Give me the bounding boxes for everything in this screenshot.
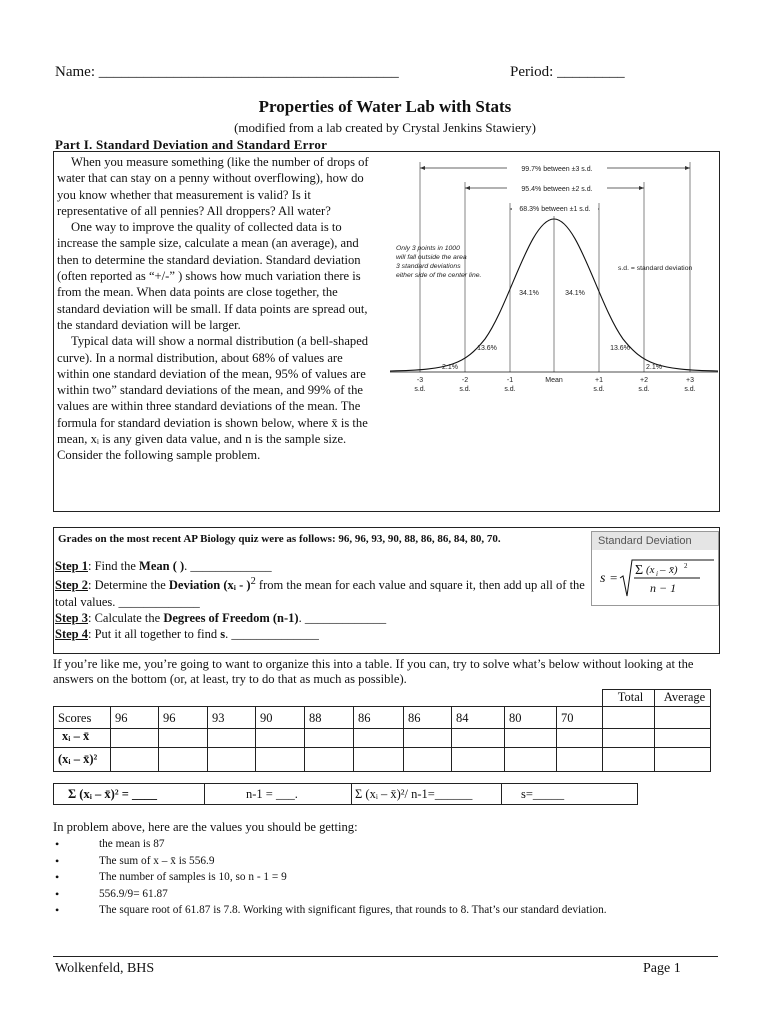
list-item: • The square root of 61.87 is 7.8. Working with significant figures, that rounds to 8. That’s our standard deviation. [53,904,607,921]
page-title: Properties of Water Lab with Stats [258,97,512,116]
pct-mid-right: 13.6% [610,345,630,352]
page-subtitle: (modified from a lab created by Crystal Jenkins Stawiery) [234,120,536,135]
list-item: • the mean is 87 [53,838,607,855]
intro-paragraph-2: One way to improve the quality of collected data is to increase the sample size, calculate a mean (an average), and then to determine the standard deviation. Standard deviation (often reported as “+/-” ) shows how much variation there is from the mean. When data points are close together, the standard deviation will be small. If data points are spread out, the standard deviation will be larger. [57,220,368,332]
intro-text [54,152,373,464]
sd-formula-title: Standard Deviation [592,532,718,550]
svg-text:Σ: Σ [635,563,644,578]
axis-plus3: +3 [686,377,694,384]
svg-text:x̄): x̄) [669,564,678,576]
step-2: Step 2: Determine the Deviation (xᵢ - )$^2$ from the mean for each value and square it, then add up all of the total values. _____________ [55,576,585,609]
step-1: Step 1: Find the Mean ( ). _____________ [55,559,272,573]
score-cell: 93 [208,707,256,729]
score-cell: 90 [256,707,305,729]
score-cell: 86 [404,707,452,729]
span1-label: 68.3% between ±1 s.d. [519,206,591,213]
svg-text:(x: (x [646,564,655,576]
pct-tail-right: 2.1% [646,364,662,371]
span3-label: 99.7% between ±3 s.d. [521,166,593,173]
deviation-squared-label: (xᵢ – x̄)² [54,748,111,772]
sample-problem-box [53,527,720,654]
axis-minus2: -2 [461,377,469,384]
s-cell: s=_____ [521,787,565,801]
footer-divider [53,956,718,957]
score-cell: 96 [159,707,208,729]
score-cell: 84 [452,707,505,729]
axis-minus1: -1 [506,377,514,384]
period-field-label: Period: _________ [510,64,625,80]
score-cell: 70 [557,707,603,729]
axis-mean: Mean [545,377,563,384]
list-item: • The sum of x – x̄ is 556.9 [53,855,607,872]
answers-intro: In problem above, here are the values you should be getting: [53,820,358,834]
svg-text:s.d.: s.d. [593,386,605,393]
svg-text:n − 1: n − 1 [650,581,677,595]
total-header: Total [603,690,655,707]
svg-text:i: i [656,570,658,578]
pct-tail-left: 2.1% [442,364,458,371]
svg-text:2: 2 [684,562,688,570]
scores-label: Scores [54,707,111,729]
svg-text:s.d.: s.d. [638,386,650,393]
intro-paragraph-1: When you measure something (like the number of drops of water that can stay on a penny without overflowing), how do you know whether that measurement is valid? Is it representative of all pennies? All droppers? All water? [57,155,369,218]
sd-formula-icon [592,552,718,604]
span2-label: 95.4% between ±2 s.d. [521,186,593,193]
organize-paragraph: If you’re like me, you’re going to want to organize this into a table. If you can, try to solve what’s below without looking at the answers on the bottom (or, at least, try to do that as much as possible). [53,657,694,686]
axis-plus1: +1 [595,377,603,384]
score-cell: 88 [305,707,354,729]
average-header: Average [655,690,711,707]
part1-box [53,151,720,512]
name-field-label: Name: ________________________________________ [55,64,399,80]
grades-line: Grades on the most recent AP Biology quiz were as follows: 96, 96, 93, 90, 88, 86, 86, 84, 80, 70. [58,533,501,545]
outside-note: Only 3 points in 1000 will fall outside the area 3 standard deviations either side of the center line. [396,245,482,279]
svg-text:s.d.: s.d. [459,386,471,393]
average-cell [655,707,711,729]
steps [55,558,595,643]
deviation-label: xᵢ – x̄ [54,729,111,748]
svg-text:–: – [660,564,666,576]
step-4: Step 4: Put it all together to find s. ______________ [55,627,319,642]
svg-text:=: = [610,570,618,585]
sd-formula-box [591,531,719,606]
intro-paragraph-3: Typical data will show a normal distribution (a bell-shaped curve). In a normal distribution, about 68% of values are within one standard deviation of the mean, 95% of values are within two” standard deviations of the mean, and 99% of the values are within three standard deviations of the mean. The formula for standard deviation is shown below, where x̄ is the mean, xᵢ is any given data value, and n is the sample size. Consider the following sample problem. [57,334,369,463]
list-item: • The number of samples is 10, so n - 1 = 9 [53,871,607,888]
list-item: • 556.9/9= 61.87 [53,888,607,905]
n-minus-1-cell: n-1 = ___. [246,787,298,801]
svg-text:s.d.: s.d. [414,386,426,393]
footer-author: Wolkenfeld, BHS [55,961,155,976]
total-cell [603,707,655,729]
score-cell: 96 [111,707,159,729]
axis-plus2: +2 [640,377,648,384]
svg-text:s.d.: s.d. [504,386,516,393]
svg-text:s: s [600,571,606,586]
part1-heading: Part I. Standard Deviation and Standard Error [55,137,328,152]
summary-row [53,783,638,805]
normal-distribution-figure [390,154,718,400]
pct-mid-left: 13.6% [477,345,497,352]
score-cell: 86 [354,707,404,729]
pct-center-left: 34.1% [519,290,539,297]
svg-text:s.d.: s.d. [684,386,696,393]
scores-table [53,689,711,772]
answers-list [53,838,607,921]
sd-legend: s.d. = standard deviation [618,265,693,272]
variance-cell: Σ (xᵢ – x̄)²/ n-1=______ [355,787,473,801]
footer-page-number: Page 1 [643,961,681,976]
score-cell: 80 [505,707,557,729]
pct-center-right: 34.1% [565,290,585,297]
axis-minus3: -3 [416,377,424,384]
step-3: Step 3: Calculate the Degrees of Freedom (n-1). _____________ [55,611,387,626]
sum-squares-cell: Σ (xᵢ – x̄)² = ____ [68,787,157,801]
